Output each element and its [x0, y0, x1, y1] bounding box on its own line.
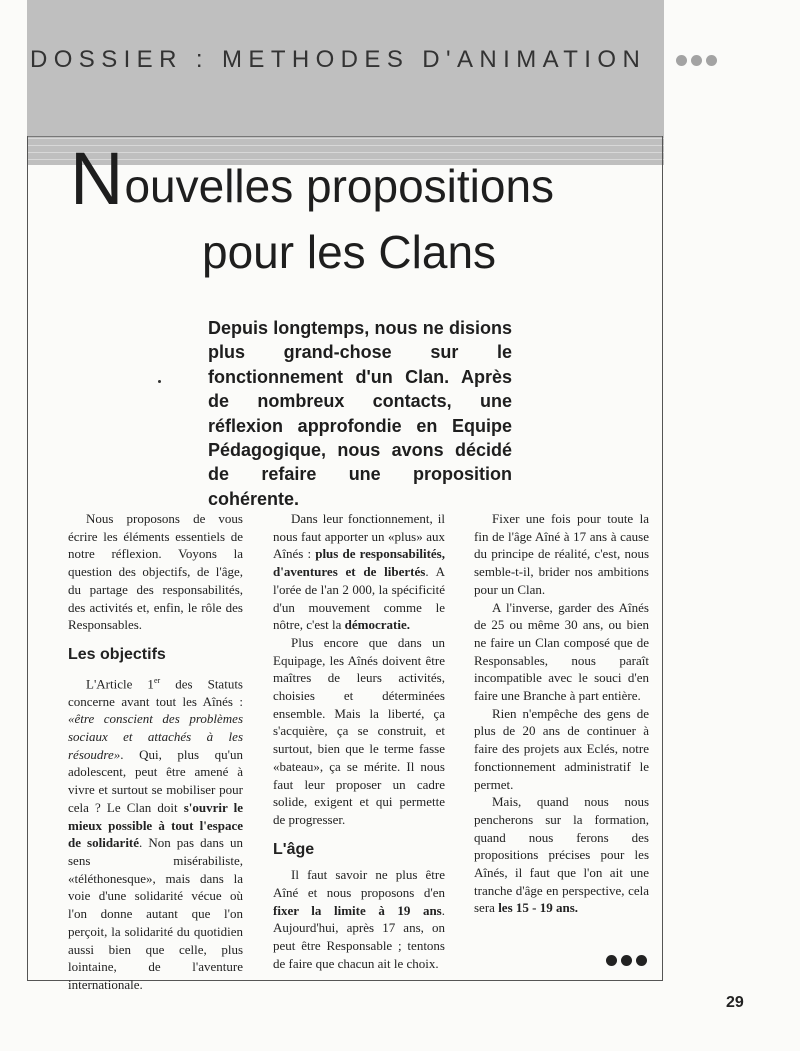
paragraph	[474, 793, 649, 917]
end-dot-icon	[606, 955, 617, 966]
superscript: er	[153, 675, 161, 685]
title-drop-cap: N	[70, 137, 124, 220]
article-lead: Depuis longtemps, nous ne disions plus grand-chose sur le fonctionnement d'un Clan. Après de nombreux contacts, une réflexion approfondie en Equipe Pédagogique, nous avons décidé de refaire une proposition cohérente.	[208, 318, 512, 509]
paragraph: Rien n'empêche des gens de plus de 20 ans de continuer à faire des projets aux Eclés, notre fonctionnement administratif le permet.	[474, 705, 649, 792]
text-run: Mais, quand nous nous pencherons sur la formation, quand nous ferons des propositions précises pour les Aînés, il faut que l'on ait une tranche d'âge en perspective, cela sera	[474, 794, 649, 916]
end-dot-icon	[636, 955, 647, 966]
column-2	[273, 510, 445, 973]
paragraph	[68, 672, 243, 994]
section-header: DOSSIER : METHODES D'ANIMATION	[30, 46, 647, 73]
emphasis: s'ouvrir le mieux possible à tout l'espace de solidarité	[68, 799, 243, 851]
column-3	[474, 510, 649, 917]
frame-top-rule	[28, 136, 662, 137]
heading-age: L'âge	[273, 840, 315, 858]
paragraph: Fixer une fois pour toute la fin de l'âge Aîné à 17 ans à cause du principe de réalité, c'est, nous semble-t-il, brider nos ambitions pour un Clan.	[474, 511, 649, 597]
paragraph: Plus encore que dans un Equipage, les Aînés doivent être maîtres de leurs activités, choisies et déterminées ensemble. Mais la liberté, ça s'acquière, ça se construit, et surtout, bien que le terme fasse «bateau», ça se mérite. Il nous faut leur proposer un cadre solide, exigent et qui permette de progresser.	[273, 634, 445, 827]
paragraph	[273, 510, 445, 634]
heading-objectifs: Les objectifs	[68, 645, 166, 663]
statute-quote: «être conscient des problèmes sociaux et attachés à les résoudre»	[68, 711, 243, 762]
header-dot-icon	[691, 55, 702, 66]
text-run: . Non pas dans un sens misérabiliste, «téléthonesque», mais dans la voie d'une solidarité vécue où l'on donne autant que l'on perçoit, la solidarité du quotidien aussi bien que celle, plus lointaine, de l'aventure internationale.	[68, 835, 244, 992]
emphasis: démocratie.	[344, 617, 410, 633]
end-of-article-dots	[606, 955, 647, 966]
page-number: 29	[726, 994, 744, 1011]
title-line-1	[70, 137, 670, 220]
title-line-1-text: ouvelles propositions	[124, 160, 555, 212]
paragraph: A l'inverse, garder des Aînés de 25 ou même 30 ans, ou bien ne faire un Clan composé que de Responsables, nous paraît incompatible avec le souci d'en faire une Branche à part entière.	[474, 599, 649, 704]
text-run: L'Article 1	[86, 675, 154, 691]
text-run: Il faut savoir ne plus être Aîné et nous proposons d'en	[273, 867, 445, 901]
emphasis: fixer la limite à 19 ans	[273, 902, 442, 918]
emphasis: les 15 - 19 ans.	[498, 900, 578, 916]
header-dot-icon	[706, 55, 717, 66]
emphasis: plus de responsabilités, d'aventures et de libertés	[273, 546, 445, 580]
paragraph	[273, 866, 445, 972]
header-dots	[676, 55, 717, 66]
column-1	[68, 510, 243, 994]
title-line-2: pour les Clans	[202, 226, 497, 278]
text-run: des Statuts concerne avant tout les Aînés :	[68, 675, 243, 709]
header-dot-icon	[676, 55, 687, 66]
text-run: Dans leur fonctionnement, il nous faut apporter un «plus» aux Aînés :	[273, 511, 445, 562]
text-run: . Qui, plus qu'un adolescent, peut être amené à vivre et surtout se mobiliser pour cela ? Le Clan doit	[68, 746, 243, 815]
article-title	[70, 137, 670, 281]
paragraph: Nous proposons de vous écrire les éléments essentiels de notre réflexion. Voyons la question des objectifs, de l'âge, du partage des responsabilités, des activités et, enfin, le rôle des Responsables.	[68, 511, 243, 633]
print-speck	[158, 380, 161, 383]
text-run: . Aujourd'hui, après 17 ans, on peut être Responsable ; tentons de faire que chacun ait le choix.	[273, 902, 445, 971]
text-run: . A l'orée de l'an 2 000, la spécificité d'un mouvement comme le nôtre, c'est la	[273, 564, 445, 633]
end-dot-icon	[621, 955, 632, 966]
